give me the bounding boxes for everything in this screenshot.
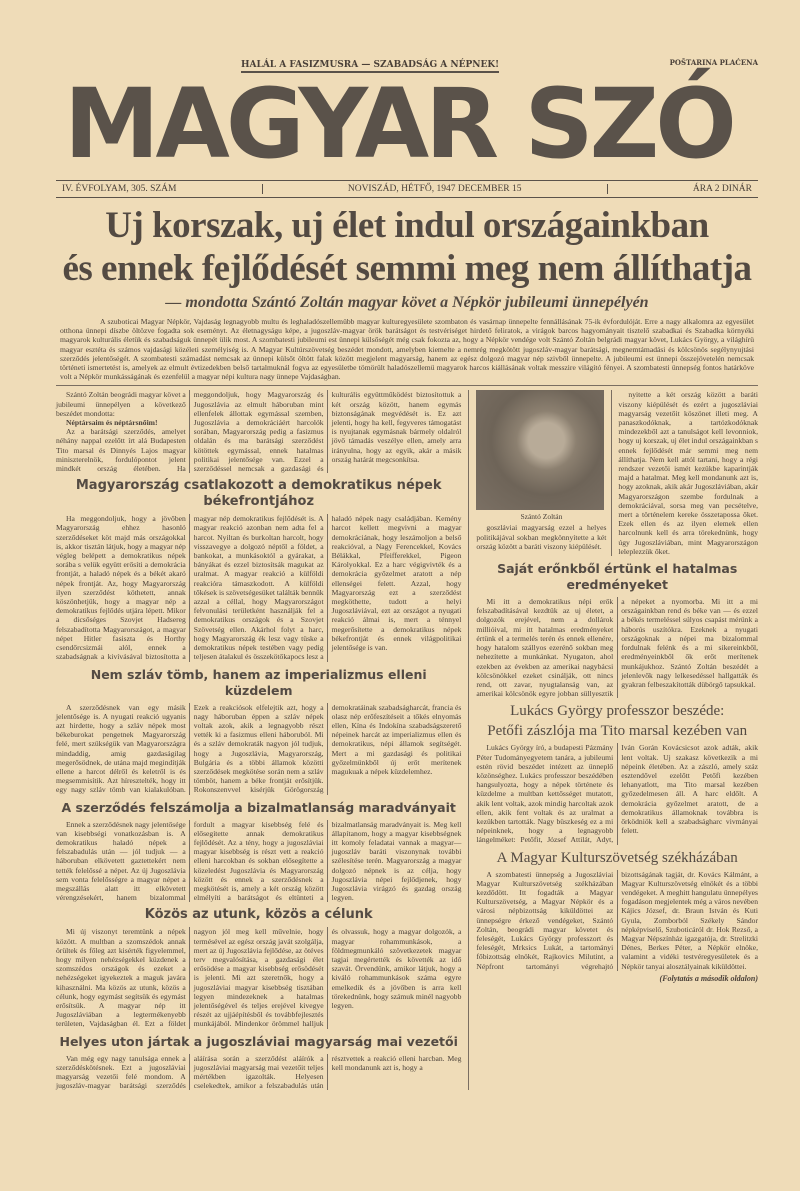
masthead-title: MAGYAR SZÓ [64,68,733,180]
section-heading-common-path: Közös az utunk, közös a célunk [144,907,373,923]
right-column-text: nyitette a két ország között a baráti viszony kiépülését és ezért a jugoszláviai magyarság vezetőit köszönet illeti meg. A panaszkodóknak, a tartózkodóknak mindezekből azt a tanulságot kell levonniok, hogy uj korszak, uj élet indul országainkban s ennek fejlődését már semmi meg nem állíthatja. Nem kell attól tartani, hogy a régi rendszer vezetői ismét kezükbe kaparintják majd a hatalmat. Meg kell mondanunk azt is, hogy azoknak, akik akár Jugoszláviában, akár Magyarországon szembe fordulnak a demokráciával, sorsa meg van pecsételve, mert a történelem kereke összetapossa őket. Ezek ellen és az ilyen elemek ellen harcolnunk kell és arra törekednünk, hogy úgy Jugoszláviában, mint Magyarországon leleplezzük őket. [618,390,758,556]
intro-speech-text: Szántó Zoltán beográdi magyar követ a jubileumi ünnepélyen a következő beszédet mondotta: Néptársaim és néptársnőim! Az a barátsági szerződés, amelyet néhány nappal ezelőtt írt alá Budapesten Tito marsal és Dinnyés Lajos magyar miniszterelnök, fordulópontot jelent mindkét ország életében. Ha meggondoljuk, hogy Magyarország és Jugoszlávia az elmult háboruban mint ellenfelek állottak egymással szemben, Jugoszlávia a demokráciáért harcolók sorában, Magyarország pedig a fasizmus oldalán és ma barátsági szerződést kötöttek egymással, ennek hatalmas politikai jelentősége van. Ezzel a szerződéssel nemcsak a gazdasági és kulturális együttműködést biztosítottuk a két ország között, hanem egymás biztonságának megvédését is. Ez azt jelenti, hogy ha kell, fegyveres támogatást is nyujtanak egymásnak bármely oldalról jövő támadás veszélye ellen, amely arra irányulna, hogy az egyik, akár a másik ország határát megcsonkítsa. [56,390,462,474]
newspaper-page [56,0,758,1096]
section-heading-peace-front: Magyarország csatlakozott a demokratikus népek békefrontjához [75,478,442,510]
price: ÁRA 2 DINÁR [692,184,752,194]
section-text-results: Mi itt a demokratikus népi erők felszabadításával kezdtük az uj életet, a dolgozók erejével, nem a dollárok millióival, mi itt hatalmas eredményeket értünk el a termelés terén és ennek ellenére, hogy hatalom szállyos ezerénő sokban meg nehezítette a munkánkat. Nyugaton, ahol ezekben az években az amerikai nagybácsi kölcsönökkel ezeket csinálják, ott nincs rend, ott zavar, nyugtalanság van, az amerikai kölcsönök egyre jobban süllyesztik a népeket a nyomorba. Mi itt a mi országainkban rend és béke van — és ezzel a békés termeléssel súlyos csapást mérünk a háborús uszítókra. Ezeknek a nyugati országoknak a népei ma bizalommal fordulnak felénk és a mi sikereinkből, eredményeinkből ők erőt merítenek munkájukhoz. Szántó Zoltán beszédét a jelenlevők nagy lelkesedéssel hallgatták és gyakran felbeszakították dübörgő tapsukkal. [476,597,758,699]
dateline-divider [607,184,608,194]
postage-note: POŠTARINA PLAĆENA [669,58,758,67]
masthead-top-row [56,58,758,74]
main-headline-line-2: és ennek fejlődését semmi meg nem állíthatja [62,248,752,289]
section-text-distrust: Ennek a szerződésnek nagy jelentősége van kisebbségi vonatkozásban is. A demokratikus haladó népek a felszabadulás után — jól tudjuk — a háboruban elkövetett gaztettekért nem tették felelőssé a népet. Az új Jugoszlávia sem vonta felelősségre a magyar népet a megszállás alatt itt elkövetett vérengzésekért, hanem bizalommal fordult a magyar kisebbség felé és elősegítette annak demokratikus fejlődését. Az a tény, hogy a jugoszláviai magyar kisebbség is részt vett a reakció elleni harcokban és sokban elősegítette a közeledést Jugoszlávia és Magyarország között és ennek a szerződésnek a megkötését is, amely a két ország között elmélyíti a barátságot és eltünteti a bizalmatlanság maradványait is. Meg kell állapítanom, hogy a magyar kisebbségnek itt komoly feladatai vannak a magyar—jugoszláv baráti viszonynak további szélesítése terén. Magyarország a magyar dolgozó népnek is az célja, hogy Jugoszlávia népei fejlődjenek, hogy Jugoszlávia virágzó és gazdag ország legyen. [56,819,462,903]
article-body [56,385,758,1090]
photo-box [476,390,612,556]
section-text-right-path: Van még egy nagy tanulsága ennek a szerződéskötésnek. Ezt a jugoszláviai magyarság vezetői felé mondom. A jugoszláv-magyar barátsági szerződés aláírása során a szerződést aláírók a jugoszláviai magyarság mai vezetőit teljes mértékben igazolták. Helyesen cselekedtek, amikor a felszabadulás után résztvettek a reakció elleni harcban. Meg kell mondanunk azt is, hogy a [56,1053,462,1091]
section-text-peace-front: Ha meggondoljuk, hogy a jövőben Magyarország ehhez hasonló szerződéseket köt majd más országokkal is, akkor tisztán látjuk, hogy a magyar nép végleg belépett a demokratikus népek sorába s velük együtt erősíti a demokrácia frontját, a haladó népek és a békét akaró népek frontját. Az, hogy Magyarország ilyen szerződést köthetett, annak köszönhetjük, hogy a magyar nép a demokratikus fejlődés utjára lépett. Mikor a dicsőséges Szovjet Hadsereg felszabadította Magyarországot, a magyar népet Hitler fasiszta és Horthy csendőrcsizmái alól, ennek a szabadságnak a kivívásával biztosította a magyar nép demokratikus fejlődését is. A magyar reakció azonban nem adta fel a harcot. Nyiltan és burkoltan harcolt, hogy visszavegye a dolgozó néptől a földet, a bankokat, a munkásoktól a gyárakat, a bányákat és ezzel biztosítsák magukat az uralmat. A magyar reakció a külföldi reakcióra támaszkodott. A külföldi tőkések is szövetségesüket találták bennük azzal a céllal, hogy Magyarországot felvonulási területként használják fel a demokratikus országok és a Szovjet Szövetség ellen. Akárhol folyt a harc, hogy Magyarország ék lesz vagy tüske a demokratikus népek testében vagy pedig teljesen átalakul és összekötőkapocs lesz a haladó népek nagy családjában. Kemény harcot kellett megvivni a magyar demokráciának, hogy leszámoljon a belső reakcióval, a Nagy Ferencekkel, Kovács Bélákkal, Pfeifferekkel, Pigeon Károlyokkal. Ez a harc végigvivték és a demokrácia győzelmet aratott a nép ellenségei felett. Azzal, hogy Magyarország ezt a szerződést megköthette, tudott a helyi Jugoszláviával, ezt az országot a nyugati reakció álmai is, mert a ténnyel megerősítette a demokratikus népek békefrontját és ennek világpolitikai jelentősége is van. [56,514,462,662]
portrait-photo-szanto-zoltan [476,390,604,510]
section-heading-lukacs-2: Petőfi zászlója ma Tito marsal kezében van [487,723,748,740]
volume-number: IV. ÉVFOLYAM, 305. SZÁM [62,184,177,194]
dateline-bar [56,180,758,198]
right-block [469,390,758,1090]
main-subheadline: — mondotta Szántó Zoltán magyar követ a Népkör jubileumi ünnepélyén [165,294,649,311]
section-text-common-path: Mi új viszonyt teremtünk a népek között. A multban a szomszédok annak örültek és főleg azt kisérték figyelemmel, hogy milyen nehézségekkel küzdenek a szomszédos országok és ezeket a nehézségeket igyekeztek a maguk javára kihasználni. Ma közös az utunk, közös a célunk, hogy egymást segítsük és egymást erősítsük. A magyar nép itt Jugoszláviában a legtermékenyebb területen, Vajdaságban él. Ezt a földet nagyon jól meg kell művelnie, hogy termésével az egész ország javát szolgálja, mert az új Jugoszlávia fejlődése, az ötéves terv megvalósítása, a gazdasági élet erősödése a magyar kisebbség erősödését is jelenti. Mi azt szeretnők, hogy a jugoszláviai magyar kisebbség tisztában legyen mindezeknek a hatalmas jelentőségével és teljes erejével kivegye részét az ujjáépítésből és továbbfejlesztés munkájából. Mindenkor örömmel halljuk és olvassuk, hogy a magyar dolgozók, a magyar rohammunkások, a földmegmunkáló szövetkezetek magyar tagjai megértették és követték az idő szavát. Örvendünk, amikor látjuk, hogy a kiváló rohammunkások száma egyre emelkedik és a jövőben is arra kell törekednünk, hogy számuk minél nagyobb legyen. [56,927,462,1029]
section-heading-right-path: Helyes uton jártak a jugoszláviai magyarság mai vezetői [59,1033,458,1049]
lead-paragraph: A szuboticai Magyar Népkör, Vajdaság legnagyobb multu és leghaladószellemübb magyar kulturegyesülete szombaton és vasárnap ünnepelte fennállásának 75-ik évfordulóját. Erre a nagy alkalomra az egyesület otthona ünnepi díszbe öltözve fogadta sok eseményt. Az életnagyságu képe, a jugoszláv-magyar örök barátságot és testvériséget hirdető feliratok, a virágok barcos hagyományait tisztelő szabadkai és Szabadka környéki magyarok kulturális életük és szabadságuk ünnepét ülik most. A szombatesti jubileumi est ünnepi külsőségét még csak fokozta az, hogy a Népkör vendége volt Szántó Zoltán belgrádi magyar követ, Lukács György, a világhírü magyar esztéta és számos vajdasági közéleti személyiség is. A Magyar Kultúrszövetség beszédet mondott, amelyben kiemelte a nemrég megkötött jugoszláv-magyar barátsági, megnemtámadási és kölcsönös segélynyujtási szerződés jelentőségét. A szombatesti számadást nemcsak az ünnepi külsőt öltött falak között megjelent magyarság, hanem az egész dolgozó magyar nép szivből ünnepelte. A jubileumi est ünnepi összejövetelén nemcsak történeti ismertetést is, amelyek az elmult évtizedekben belső tartalmuknál fogva az egyesületbe tömörült haladószellemü magyarok harcos kiállásának voltak messzire világító fényei. A szombatesti ünnepség fontos határköve volt a Népkör munkásságának és ezenfelül a magyar népi kultura nagy ünnepe Vajdaságban. [60,317,754,382]
section-heading-kulturszovetseg: A Magyar Kulturszövetség székházában [496,849,738,866]
issue-date: NOVISZÁD, HÉTFŐ, 1947 DECEMBER 15 [347,184,522,194]
section-text-slav-bloc: A szerződésnek van egy másik jelentősége is. A nyugati reakció ugyanis azt hirdette, hogy a szláv népek most békeburokat pengetnek Magyarország felé, mert szükségük van Magyarországra mindaddig, amig gazdaságilag megerősödnek, de utána majd megindítják ellene a harcot délről és keletről is és megsemmisítik. Azt híresztelték, hogy itt egy nagy szláv tömb van kialakulóban. Ezek a reakciósok elfelejtik azt, hogy a nagy háboruban éppen a szláv népek voltak azok, akik a legnagyobb részt vették ki a fasizmus elleni háboruból. Mi és a szláv demokraták nagyon jól tudjuk, hogy a Jugoszlávia, Magyarország, Bulgária és a többi államok közötti szerződések megkötése során nem a szláv tömböt, hanem a béke frontját erősítjük. Rokonszenvvel kisérjük Görögország demokratáinak szabadságharcát, francia és olasz nép erőfeszítéseit a tőkés elnyomás ellen, Kína és Indokína szabadságszerető népeinek harcát az imperializmus ellen és demokratikus, népi államok segítségét. Mert a mi gazdasági és politikai győzelmünkből új erőt merítenek magukuak a népek küzdelemhez. [56,702,462,795]
photo-caption: Szántó Zoltán [520,512,563,522]
photo-row [476,390,758,556]
section-text-kulturszovetseg: A szombatesti ünnepség a Jugoszláviai Magyar Kulturszövetség székházában kezdődött. Itt fogadták a Magyar Kulturszövetség, a Magyar Népkör és a városi népbizottság kiküldöttei az ünnepségre érkező vendégeket, Szántó Zoltán, beográdi magyar követet és feleségét, Lukács György professzort és feleségét, Mrksics Lukát, a tartományi főbizottság elnökét, Rajkovics Milutint, a Népfront tartományi végrehajtó bizottságának tagját, dr. Kovács Kálmánt, a Magyar Kulturszövetség elnökét és a többi vendégeket. A meghitt hangulatu ünnepélyes fogadáson megjelentek még a város nevében Kájics József, dr. Braun István és Kuti Gyula, Zomborból Székely Sándor népképviselő, Szuboticáról dr. Hok Rezső, a Magyar Népszínház igazgatója, dr. Strelitzki Dénes, Berkes Péter, a Népkör elnöke, valamint a vidéki testvéregyesületek és a Népkör tanyai alosztályainak kiküldöttei. [476,869,758,971]
main-headline-line-1: Uj korszak, uj élet indul országainkban [105,205,709,246]
section-heading-slav-bloc: Nem szláv tömb, hanem az imperializmus elleni küzdelem [90,666,427,698]
photo-after-text: goszláviai magyarság ezzel a helyes politikájával sokban megkönnyítette a két ország között a baráti viszony kiépülését. [476,523,607,551]
section-heading-lukacs-1: Lukács György professzor beszéde: [510,703,725,720]
section-text-lukacs: Lukács György író, a budapesti Pázmány Péter Tudományegyetem tanára, a jubileumi estén rövid beszédet intézett az ünneplő közönséghez. Lukács professzor beszédében hangsulyozta, hogy a népek története és küzdelme a multban kettősséget mutatott, akik lent voltak, azok mindig harcoltak azok ellen, akik fent voltak és az uralmat a kezükben tartották. Nagy büszkeség ez a mi népeinknek, hogy a legnagyobb lángelméket: Petőfit, József Attilát, Adyt, Iván Gorán Kovácsicsot azok adták, akik lent voltak. Uj szakasz következik a mi népeink életében. Az a zászló, amely száz esztendővel ezelőtt Petőfi kezében lehanyatlott, ma Tito marsal kezében győzedelmesen áll. A harc eldőlt. A demokrácia győzelmet aratott, de a demokratikus államoknak továbbra is őrködniök kell a szabadságharc vivmányai felett. [476,743,758,845]
section-heading-results: Saját erőnkből értünk el hatalmas eredményeket [497,561,738,593]
dateline-divider [262,184,263,194]
masthead-slogan: HALÁL A FASIZMUSRA — SZABADSÁG A NÉPNEK! [241,60,499,73]
section-heading-distrust: A szerződés felszámolja a bizalmatlanság maradványait [61,799,456,815]
left-block [56,390,469,1090]
continued-note: (Folytatás a második oldalon) [659,973,758,983]
